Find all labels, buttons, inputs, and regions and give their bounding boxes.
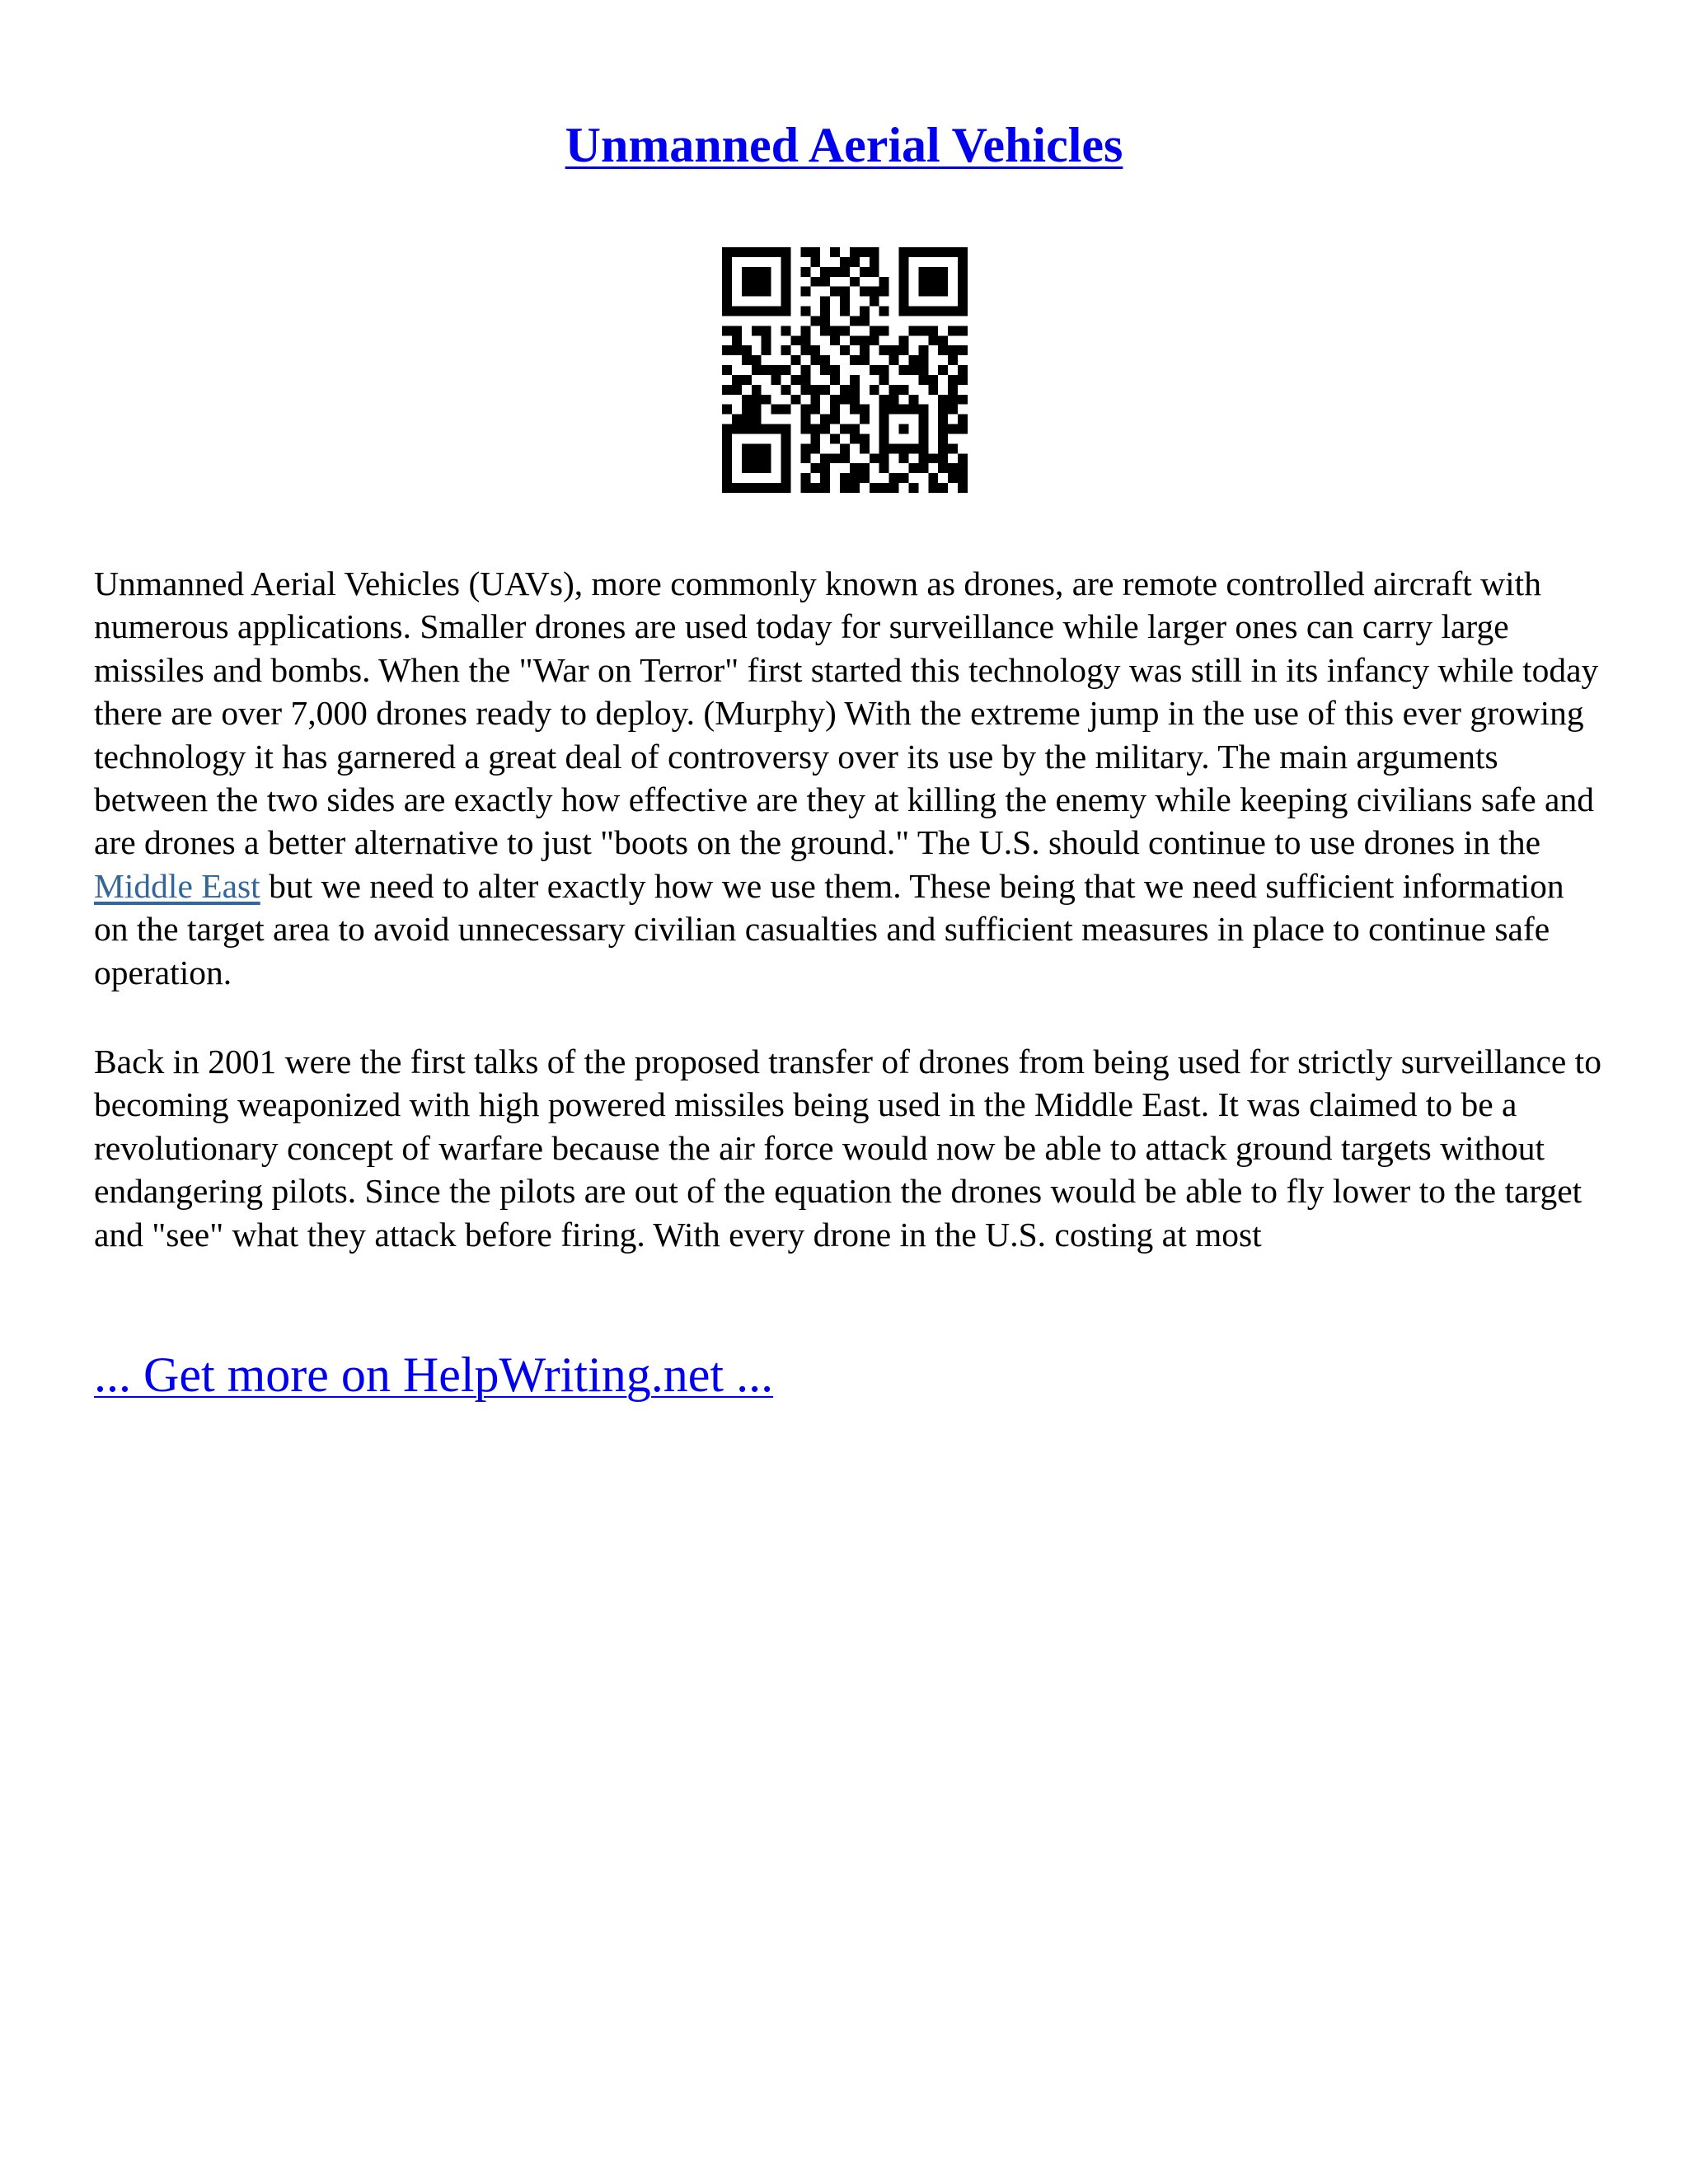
paragraph-intro-text-after: but we need to alter exactly how we use them. These being that we need sufficient information on the target area to avoid unnecessary civilian casualties and sufficient measures in place to continue safe operation.: [94, 866, 1564, 991]
paragraph-intro-text-before: Unmanned Aerial Vehicles (UAVs), more commonly known as drones, are remote controlled aircraft with numerous applications. Smaller drones are used today for surveillance while larger ones can carry large missiles and bombs. When the "War on Terror" first started this technology was still in its infancy while today there are over 7,000 drones ready to deploy. (Murphy) With the extreme jump in the use of this ever growing technology it has garnered a great deal of controversy over its use by the military. The main arguments between the two sides are exactly how effective are they at killing the enemy while keeping civilians safe and are drones a better alternative to just "boots on the ground." The U.S. should continue to use drones in the: [94, 565, 1599, 862]
title-link[interactable]: Unmanned Aerial Vehicles: [565, 118, 1123, 172]
page-title: [0, 115, 1688, 175]
paragraph-history: Back in 2001 were the first talks of the proposed transfer of drones from being used for strictly surveillance to becoming weaponized with high powered missiles being used in the Middle East. It was claimed to be a revolutionary concept of warfare because the air force would now be able to attack ground targets without endangering pilots. Since the pilots are out of the equation the drones would be able to fly lower to the target and "see" what they attack before firing. With every drone in the U.S. costing at most: [94, 1043, 1601, 1254]
qr-code-graphic: [722, 247, 968, 493]
get-more-link[interactable]: ... Get more on HelpWriting.net ...: [94, 1347, 774, 1402]
middle-east-link[interactable]: Middle East: [94, 866, 260, 905]
paragraph-intro: [94, 562, 1602, 994]
qr-code-icon: [722, 247, 968, 493]
